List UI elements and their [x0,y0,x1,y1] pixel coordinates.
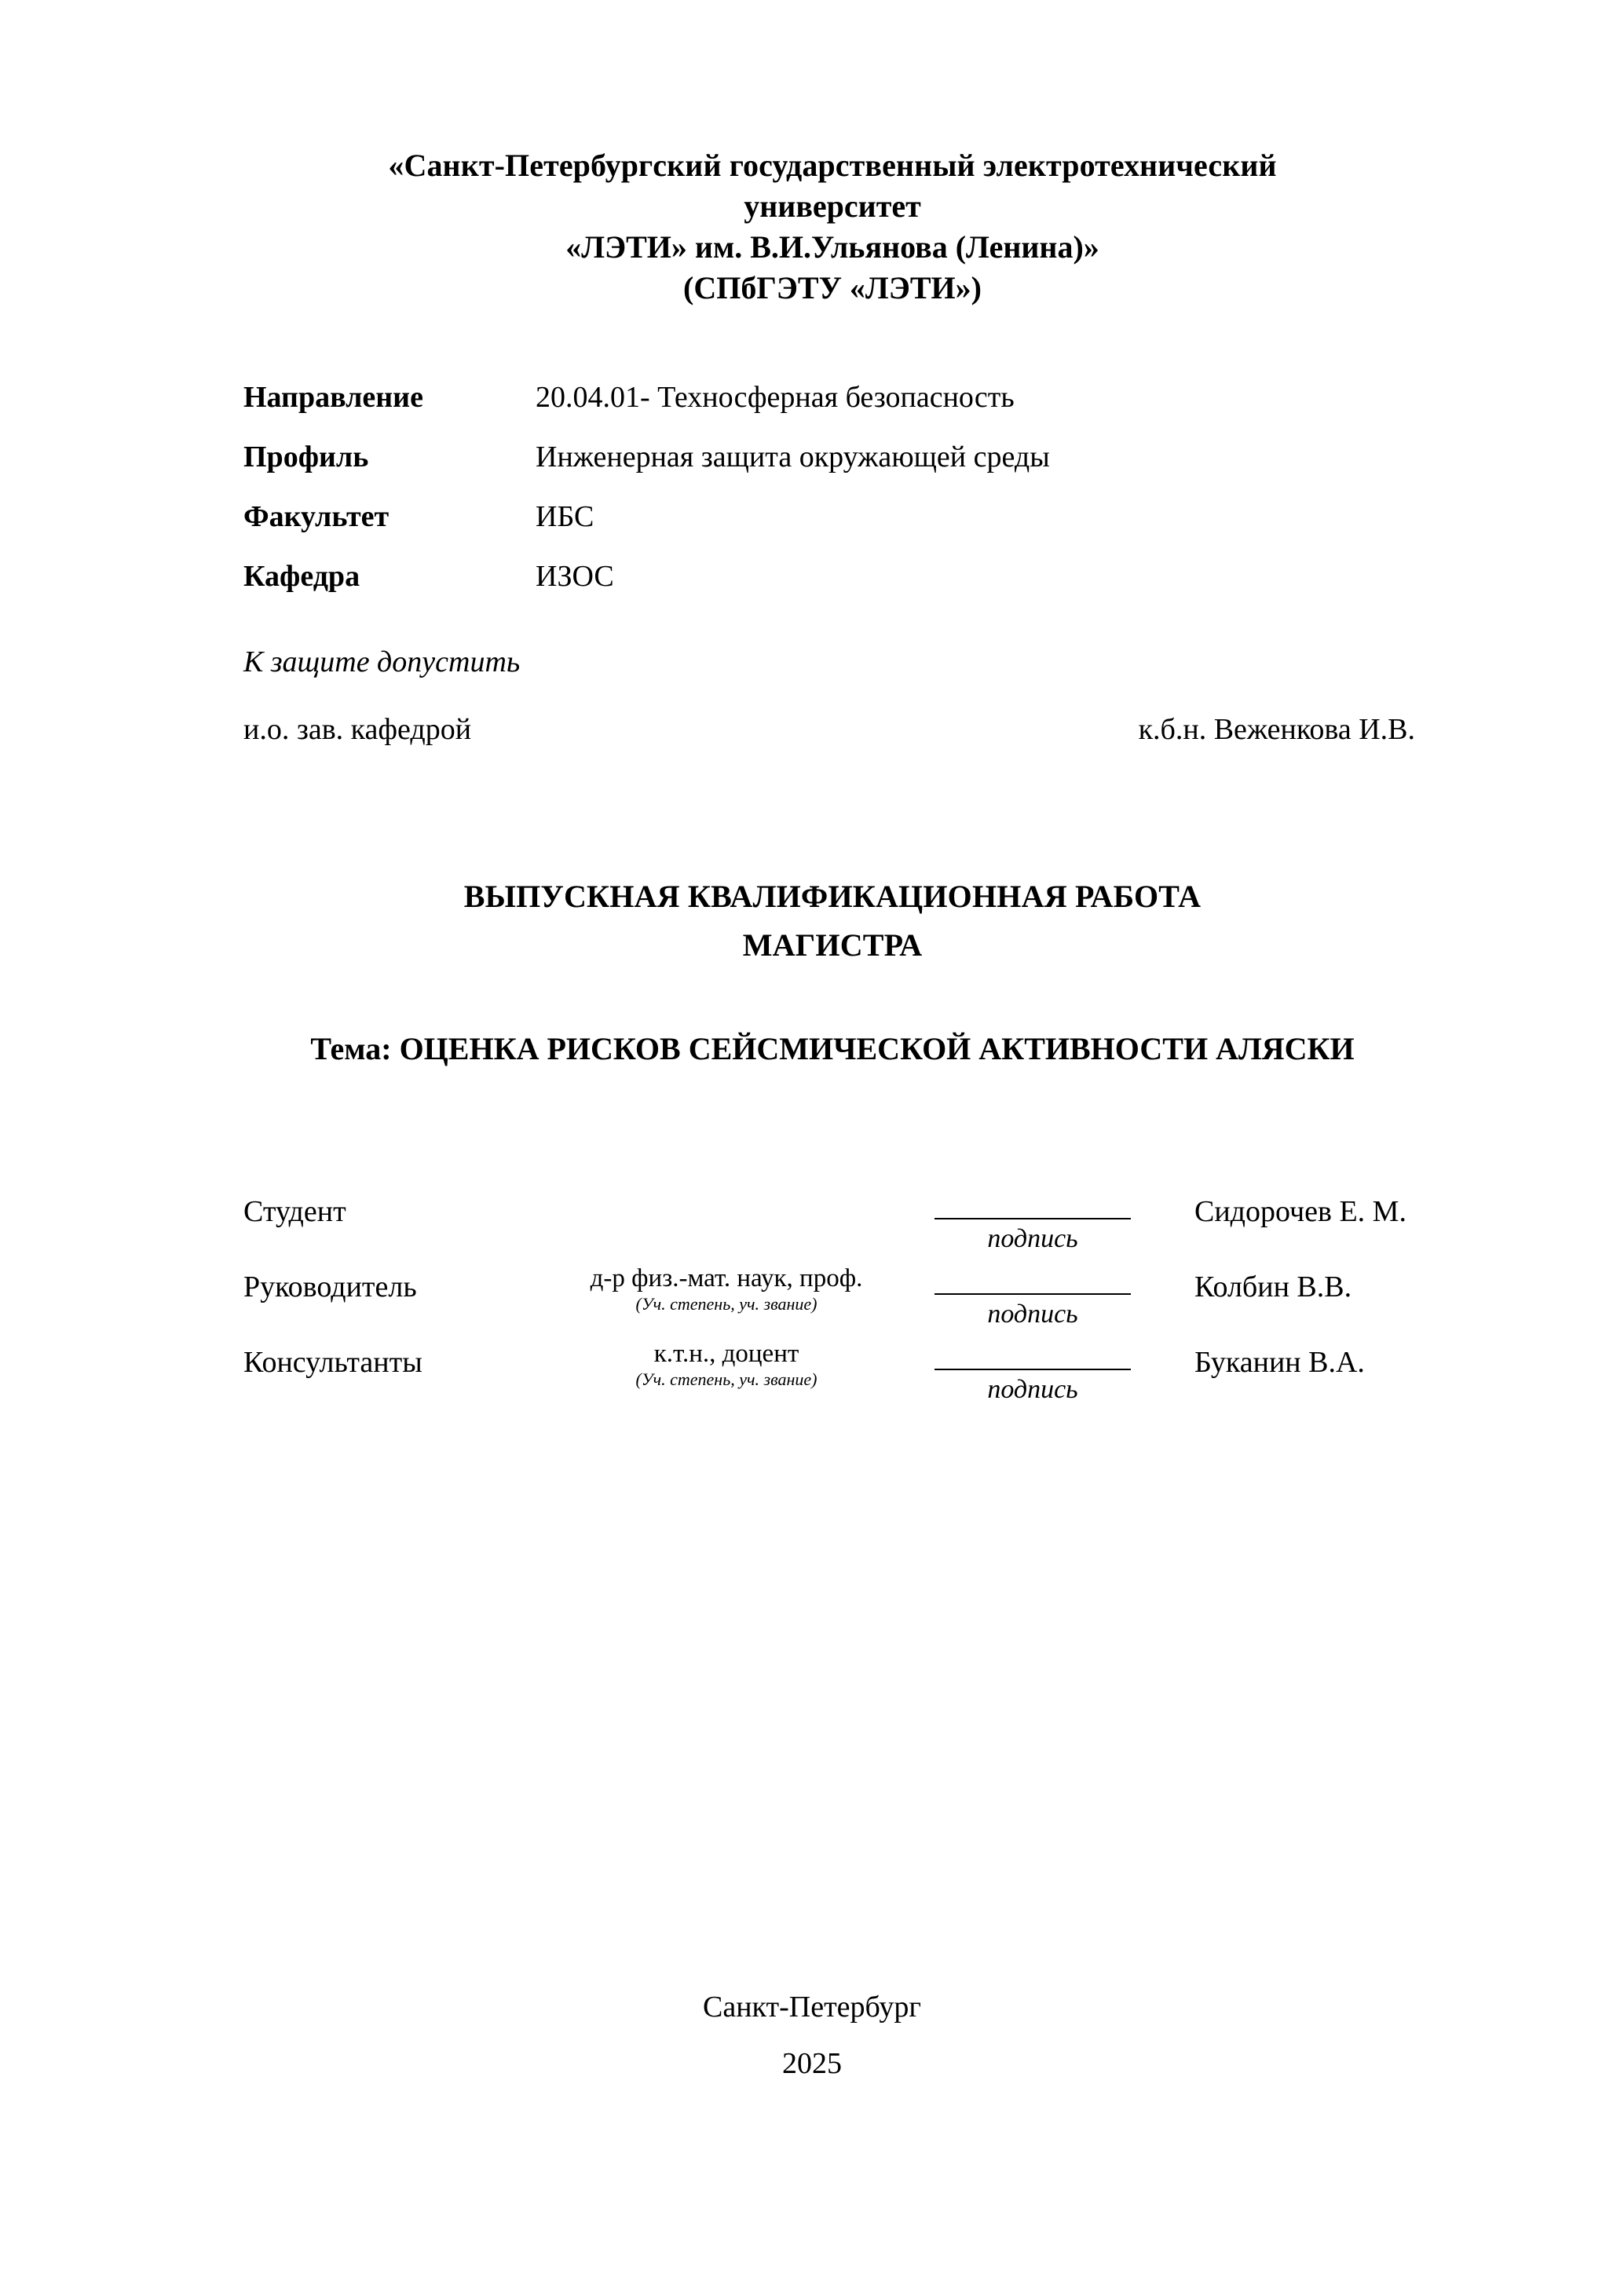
admission-title: К защите допустить [243,645,521,678]
detail-value-profile: Инженерная защита окружающей среды [536,441,1050,473]
university-line-1: «Санкт-Петербургский государственный электротехнический [388,148,1277,183]
signature-name-student: Сидорочев Е. М. [1194,1195,1406,1228]
signature-line-supervisor [915,1265,1150,1329]
university-line-2: университет [744,188,921,224]
signature-degree-note-supervisor: (Уч. степень, уч. звание) [635,1293,817,1314]
admission-person: к.б.н. Веженкова И.В. [1138,713,1415,746]
page-footer [0,1979,1624,2092]
signature-rule [935,1191,1131,1219]
signature-block [243,1190,1421,1405]
signature-role-student: Студент [243,1195,346,1228]
signature-rule [935,1267,1131,1295]
detail-value-department: ИЗОС [536,560,614,593]
footer-city: Санкт-Петербург [702,1991,922,2024]
signature-line-student [915,1190,1150,1254]
work-type-line-2: МАГИСТРА [742,927,923,963]
work-type [243,872,1421,970]
university-line-3: «ЛЭТИ» им. В.И.Ульянова (Ленина)» [565,229,1099,265]
detail-label-department: Кафедра [243,560,360,593]
signature-rule [935,1342,1131,1370]
signature-caption-supervisor: подпись [987,1300,1078,1329]
signature-degree-text-consultant: к.т.н., доцент [653,1340,799,1368]
program-details [243,382,1421,591]
signature-row-consultant [243,1340,1421,1405]
signature-role-supervisor: Руководитель [243,1270,417,1303]
detail-label-direction: Направление [243,381,423,414]
university-header [243,145,1421,309]
admission-block [243,645,1421,747]
detail-label-faculty: Факультет [243,500,390,533]
detail-row-direction [243,382,1421,412]
signature-degree-note-consultant: (Уч. степень, уч. звание) [635,1369,817,1389]
signature-row-supervisor [243,1265,1421,1329]
detail-value-direction: 20.04.01- Техносферная безопасность [536,381,1015,414]
admission-row [243,712,1421,747]
page-content [243,0,1421,1416]
university-line-4: (СПбГЭТУ «ЛЭТИ») [683,270,982,305]
detail-row-faculty [243,502,1421,532]
signature-row-student [243,1190,1421,1254]
signature-role-consultant: Консультанты [243,1346,422,1379]
detail-label-profile: Профиль [243,441,369,473]
detail-row-profile [243,442,1421,472]
thesis-theme: Тема: ОЦЕНКА РИСКОВ СЕЙСМИЧЕСКОЙ АКТИВНОСТИ АЛЯСКИ [310,1031,1355,1066]
signature-degree-text-supervisor: д-р физ.-мат. наук, проф. [590,1264,863,1292]
signature-degree-consultant [538,1340,915,1390]
detail-row-department [243,561,1421,591]
signature-caption-student: подпись [987,1224,1078,1253]
detail-value-faculty: ИБС [536,500,594,533]
signature-name-consultant: Буканин В.А. [1194,1346,1365,1379]
signature-line-consultant [915,1340,1150,1405]
admission-role: и.о. зав. кафедрой [243,713,472,746]
signature-caption-consultant: подпись [987,1375,1078,1404]
signature-degree-supervisor [538,1265,915,1314]
signature-name-supervisor: Колбин В.В. [1194,1270,1352,1303]
footer-year: 2025 [782,2047,842,2081]
work-type-line-1: ВЫПУСКНАЯ КВАЛИФИКАЦИОННАЯ РАБОТА [463,879,1202,914]
